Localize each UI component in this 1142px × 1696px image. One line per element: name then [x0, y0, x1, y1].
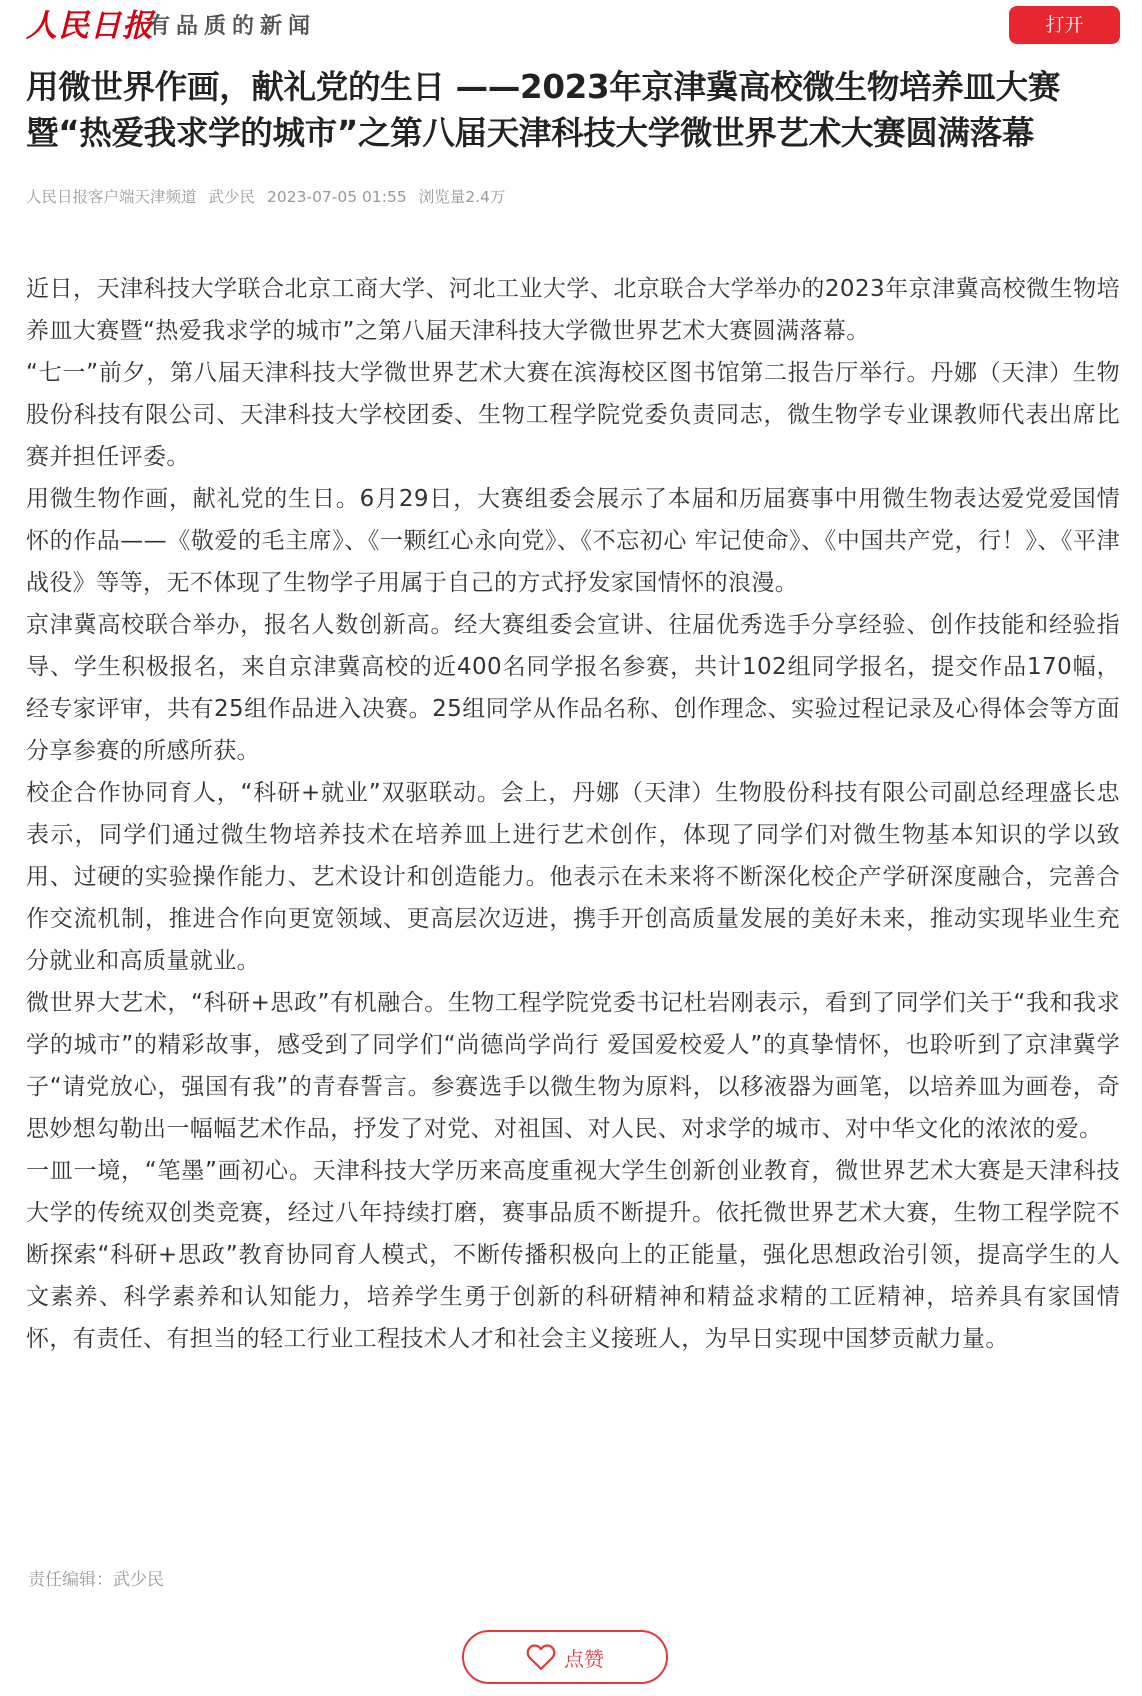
paragraph-4: 京津冀高校联合举办，报名人数创新高。经大赛组委会宣讲、往届优秀选手分享经验、创作技能和经验指导、学生积极报名，来自京津冀高校的近400名同学报名参赛，共计102组同学报名，提交作品170幅，经专家评审，共有25组作品进入决赛。25组同学从作品名称、创作理念、实验过程记录及心得体会等方面分享参赛的所感所获。: [26, 612, 1120, 764]
responsible-editor: 责任编辑：武少民: [28, 1570, 164, 1590]
meta-views: 浏览量2.4万: [418, 188, 506, 206]
article-meta: [26, 186, 517, 208]
top-bar: [0, 0, 1142, 56]
slogan: 有品质的新闻: [148, 14, 317, 39]
paragraph-1: 近日，天津科技大学联合北京工商大学、河北工业大学、北京联合大学举办的2023年京津冀高校微生物培养皿大赛暨“热爱我求学的城市”之第八届天津科技大学微世界艺术大赛圆满落幕。: [26, 276, 1120, 344]
paragraph-5: 校企合作协同育人，“科研+就业”双驱联动。会上，丹娜（天津）生物股份科技有限公司副总经理盛长忠表示，同学们通过微生物培养技术在培养皿上进行艺术创作，体现了同学们对微生物基本知识的学以致用、过硬的实验操作能力、艺术设计和创造能力。他表示在未来将不断深化校企产学研深度融合，完善合作交流机制，推进合作向更宽领域、更高层次迈进，携手开创高质量发展的美好未来，推动实现毕业生充分就业和高质量就业。: [26, 780, 1120, 974]
paragraph-6: 微世界大艺术，“科研+思政”有机融合。生物工程学院党委书记杜岩刚表示，看到了同学们关于“我和我求学的城市”的精彩故事，感受到了同学们“尚德尚学尚行 爱国爱校爱人”的真挚情怀，也聆听到了京津冀学子“请党放心，强国有我”的青春誓言。参赛选手以微生物为原料，以移液器为画笔，以培养皿为画卷，奇思妙想勾勒出一幅幅艺术作品，抒发了对党、对祖国、对人民、对求学的城市、对中华文化的浓浓的爱。: [26, 990, 1120, 1142]
open-app-button[interactable]: 打开: [1009, 6, 1120, 44]
meta-source[interactable]: 人民日报客户端天津频道: [26, 188, 197, 206]
heart-icon: [526, 1643, 556, 1671]
meta-author: 武少民: [208, 188, 256, 206]
paragraph-2: “七一”前夕，第八届天津科技大学微世界艺术大赛在滨海校区图书馆第二报告厅举行。丹娜（天津）生物股份科技有限公司、天津科技大学校团委、生物工程学院党委负责同志，微生物学专业课教师代表出席比赛并担任评委。: [26, 360, 1120, 470]
like-label: 点赞: [564, 1646, 604, 1671]
article-title: 用微世界作画，献礼党的生日 ——2023年京津冀高校微生物培养皿大赛暨“热爱我求学的城市”之第八届天津科技大学微世界艺术大赛圆满落幕: [26, 68, 1061, 152]
logo[interactable]: 人民日报: [26, 8, 154, 44]
article-body: [26, 268, 1120, 1360]
paragraph-7: 一皿一境，“笔墨”画初心。天津科技大学历来高度重视大学生创新创业教育，微世界艺术大赛是天津科技大学的传统双创类竞赛，经过八年持续打磨，赛事品质不断提升。依托微世界艺术大赛，生物工程学院不断探索“科研+思政”教育协同育人模式，不断传播积极向上的正能量，强化思想政治引领，提高学生的人文素养、科学素养和认知能力，培养学生勇于创新的科研精神和精益求精的工匠精神，培养具有家国情怀，有责任、有担当的轻工行业工程技术人才和社会主义接班人，为早日实现中国梦贡献力量。: [26, 1158, 1120, 1352]
paragraph-3: 用微生物作画，献礼党的生日。6月29日，大赛组委会展示了本届和历届赛事中用微生物表达爱党爱国情怀的作品——《敬爱的毛主席》、《一颗红心永向党》、《不忘初心 牢记使命》、《中国共产党，行！》、《平津战役》等等，无不体现了生物学子用属于自己的方式抒发家国情怀的浪漫。: [26, 486, 1120, 596]
like-button[interactable]: [462, 1630, 668, 1684]
meta-date: 2023-07-05 01:55: [267, 188, 407, 206]
